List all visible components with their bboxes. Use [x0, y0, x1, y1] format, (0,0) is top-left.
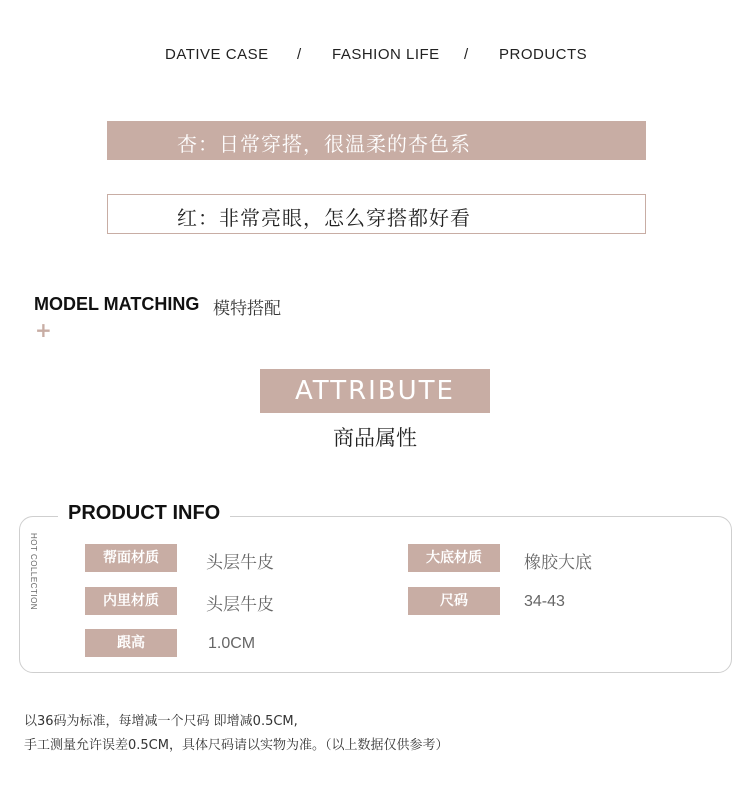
model-matching-subheading: 模特搭配 — [213, 299, 281, 319]
size-note-line2: 手工测量允许误差0.5CM，具体尺码请以实物为准。（以上数据仅供参考） — [24, 738, 449, 753]
nav-separator: / — [297, 46, 302, 63]
apricot-color-text: 杏：日常穿搭，很温柔的杏色系 — [177, 132, 471, 156]
attribute-value-sole-material: 橡胶大底 — [524, 553, 592, 573]
attribute-label-heel-height: 跟高 — [85, 629, 177, 657]
nav-item-dative-case[interactable]: DATIVE CASE — [165, 46, 269, 63]
red-color-text: 红：非常亮眼，怎么穿搭都好看 — [177, 206, 471, 230]
apricot-color-band — [107, 121, 646, 160]
attribute-label-size: 尺码 — [408, 587, 500, 615]
hot-collection-label — [28, 533, 48, 613]
attribute-banner — [260, 369, 490, 413]
attribute-value-size: 34-43 — [524, 593, 565, 610]
product-info-title: PRODUCT INFO — [58, 502, 230, 525]
nav-item-fashion-life[interactable]: FASHION LIFE — [332, 46, 440, 63]
attribute-label-lining-material: 内里材质 — [85, 587, 177, 615]
nav-item-products[interactable]: PRODUCTS — [499, 46, 588, 63]
model-matching-heading: MODEL MATCHING — [34, 294, 200, 314]
attribute-value-lining-material: 头层牛皮 — [206, 595, 274, 615]
attribute-label-sole-material: 大底材质 — [408, 544, 500, 572]
attribute-value-heel-height: 1.0CM — [208, 635, 256, 652]
plus-icon: + — [35, 318, 52, 342]
attribute-value-upper-material: 头层牛皮 — [206, 553, 274, 573]
size-note-line1: 以36码为标准，每增减一个尺码 即增减0.5CM, — [24, 714, 298, 729]
top-nav — [0, 46, 750, 68]
attribute-subtitle: 商品属性 — [333, 426, 417, 450]
nav-separator: / — [464, 46, 469, 63]
attribute-label-upper-material: 帮面材质 — [85, 544, 177, 572]
red-color-band — [107, 194, 646, 234]
hot-collection-text: HOT COLLECTION — [29, 533, 38, 611]
attribute-title: ATTRIBUTE — [295, 376, 455, 406]
